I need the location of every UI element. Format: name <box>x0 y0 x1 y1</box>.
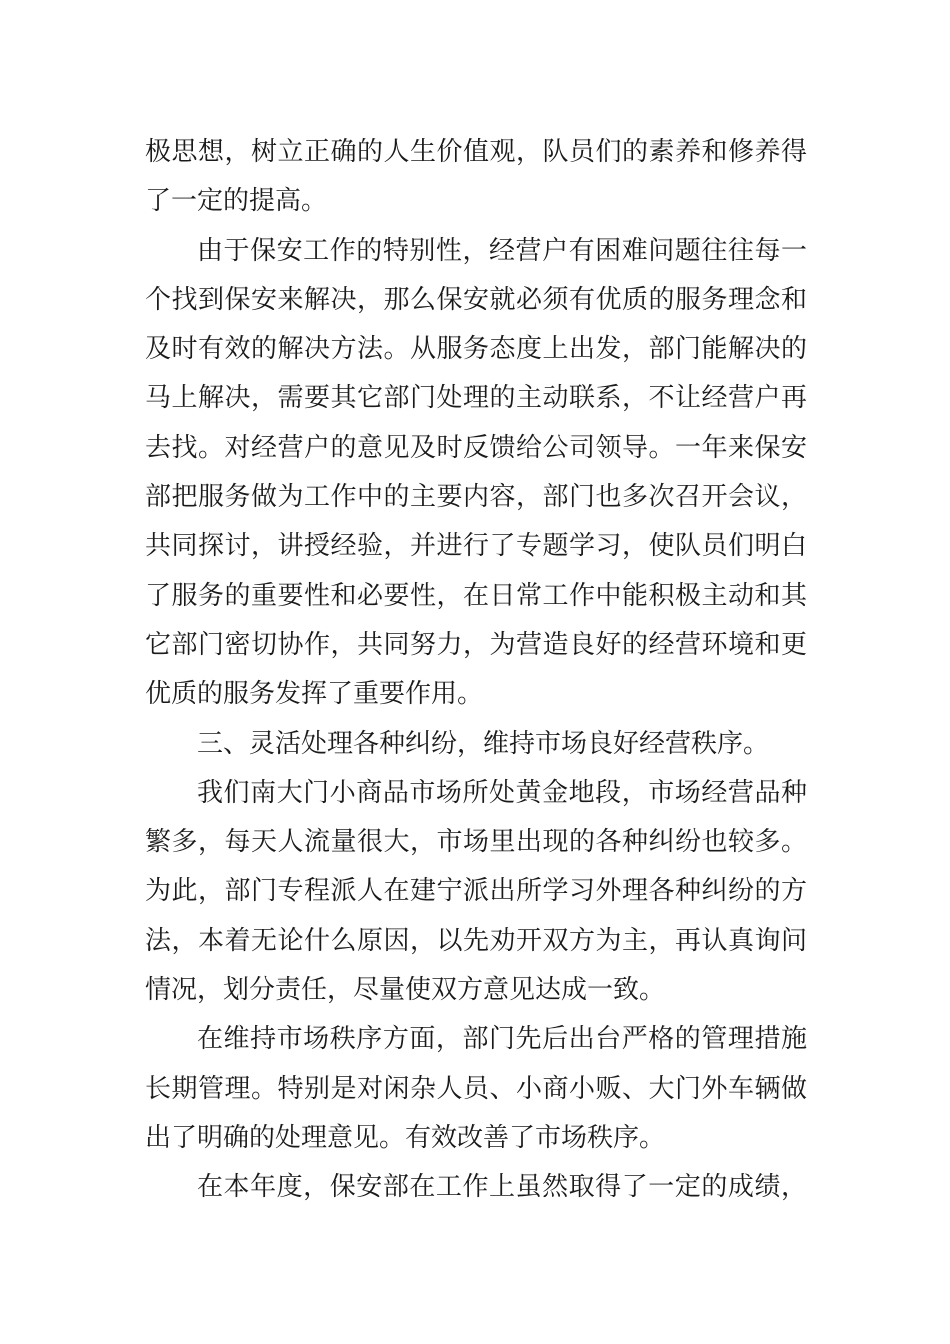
text-line: 去找。对经营户的意见及时反馈给公司领导。一年来保安 <box>145 432 807 463</box>
text-line: 部把服务做为工作中的主要内容，部门也多次召开会议， <box>145 482 807 513</box>
text-line: 在本年度，保安部在工作上虽然取得了一定的成绩， <box>197 1172 807 1203</box>
text-line: 及时有效的解决方法。从服务态度上出发，部门能解决的 <box>145 334 807 365</box>
text-line: 由于保安工作的特别性，经营户有困难问题往往每一 <box>197 235 807 266</box>
text-line: 我们南大门小商品市场所处黄金地段，市场经营品种 <box>197 777 807 808</box>
text-line: 出了明确的处理意见。有效改善了市场秩序。 <box>145 1122 666 1153</box>
text-line: 了服务的重要性和必要性，在日常工作中能积极主动和其 <box>145 580 807 611</box>
text-line: 马上解决，需要其它部门处理的主动联系，不让经营户再 <box>145 383 807 414</box>
text-line: 它部门密切协作，共同努力，为营造良好的经营环境和更 <box>145 629 807 660</box>
text-line: 共同探讨，讲授经验，并进行了专题学习，使队员们明白 <box>145 531 807 562</box>
body-text <box>145 128 807 1213</box>
section-heading: 三、灵活处理各种纠纷，维持市场良好经营秩序。 <box>197 728 770 759</box>
text-line: 为此，部门专程派人在建宁派出所学习外理各种纠纷的方 <box>145 876 807 907</box>
text-line: 了一定的提高。 <box>145 186 328 217</box>
text-line: 法，本着无论什么原因，以先劝开双方为主，再认真询问 <box>145 925 807 956</box>
text-line: 在维持市场秩序方面，部门先后出台严格的管理措施 <box>197 1024 807 1055</box>
text-line: 优质的服务发挥了重要作用。 <box>145 679 484 710</box>
text-line: 繁多，每天人流量很大，市场里出现的各种纠纷也较多。 <box>145 827 807 858</box>
text-line: 长期管理。特别是对闲杂人员、小商小贩、大门外车辆做 <box>145 1073 807 1104</box>
text-line: 极思想，树立正确的人生价值观，队员们的素养和修养得 <box>145 137 807 167</box>
text-line: 个找到保安来解决，那么保安就必须有优质的服务理念和 <box>145 284 807 315</box>
text-line: 情况，划分责任，尽量使双方意见达成一致。 <box>145 975 666 1006</box>
